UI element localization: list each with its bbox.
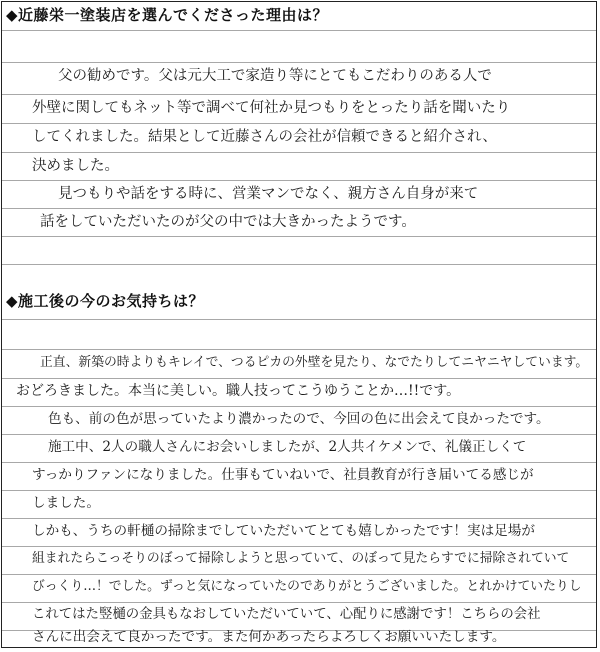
handwritten-line: 外壁に関してもネット等で調べて何社か見つもりをとったり話を聞いたり — [32, 100, 511, 116]
section-heading: ◆施工後の今のお気持ちは？ — [6, 292, 205, 310]
ruled-line — [2, 434, 596, 435]
questionnaire-sheet — [1, 1, 597, 648]
ruled-line — [2, 319, 596, 320]
ruled-line — [2, 94, 596, 95]
handwritten-line: 正直、新築の時よりもキレイで、つるピカの外壁を見たり、なでたりしてニヤニヤしています。 — [40, 355, 589, 370]
handwritten-line: 組まれたらこっそりのぼって掃除しようと思っていて、のぼって見たらすでに掃除されていて — [32, 551, 570, 566]
handwritten-line: おどろきました。本当に美しい。職人技ってこうゆうことか…!!です。 — [16, 383, 461, 399]
ruled-line — [2, 462, 596, 463]
ruled-line — [2, 180, 596, 181]
ruled-line — [2, 546, 596, 547]
handwritten-line: しかも、うちの軒樋の掃除までしていただいてとても嬉しかったです！実は足場が — [32, 523, 535, 539]
ruled-line — [2, 602, 596, 603]
handwritten-line: さんに出会えて良かったです。また何かあったらよろしくお願いいたします。 — [32, 629, 506, 645]
handwritten-line: 父の勧めです。父は元大工で家造り等にとてもこだわりのある人で — [58, 68, 492, 84]
handwritten-line: 施工中、2人の職人さんにお会いしましたが、2人共イケメンで、礼儀正しくて — [48, 439, 527, 455]
ruled-line — [2, 349, 596, 350]
handwritten-line: 話をしていただいたのが父の中では大きかったようです。 — [40, 214, 416, 230]
section-reason — [2, 2, 596, 284]
ruled-line — [2, 264, 596, 265]
ruled-line — [2, 236, 596, 237]
ruled-line — [2, 208, 596, 209]
section-heading: ◆近藤栄一塗装店を選んでくださった理由は？ — [6, 6, 329, 24]
handwritten-line: すっかりファンになりました。仕事もていねいで、社員教育が行き届いてる感じが — [32, 467, 534, 483]
ruled-line — [2, 123, 596, 124]
ruled-line — [2, 378, 596, 379]
handwritten-line: してくれました。結果として近藤さんの会社が信頼できると紹介され、 — [32, 129, 497, 145]
handwritten-line: びっくり…！でした。ずっと気になっていたのでありがとうございました。とれかけていたりし — [32, 579, 582, 594]
ruled-line — [2, 152, 596, 153]
ruled-line — [2, 574, 596, 575]
handwritten-line: 決めました。 — [32, 158, 119, 174]
ruled-line — [2, 62, 596, 63]
handwritten-line: これてはた竪樋の金具もなおしていただいていて、心配りに感謝です！こちらの会社 — [32, 607, 541, 622]
ruled-line — [2, 406, 596, 407]
ruled-line — [2, 490, 596, 491]
ruled-line — [2, 518, 596, 519]
handwritten-line: しました。 — [32, 495, 100, 511]
handwritten-line: 見つもりや話をする時に、営業マンでなく、親方さん自身が来て — [58, 186, 479, 202]
handwritten-line: 色も、前の色が思っていたより濃かったので、今回の色に出会えて良かったです。 — [48, 411, 550, 427]
section-feelings — [2, 284, 596, 647]
ruled-line — [2, 30, 596, 31]
